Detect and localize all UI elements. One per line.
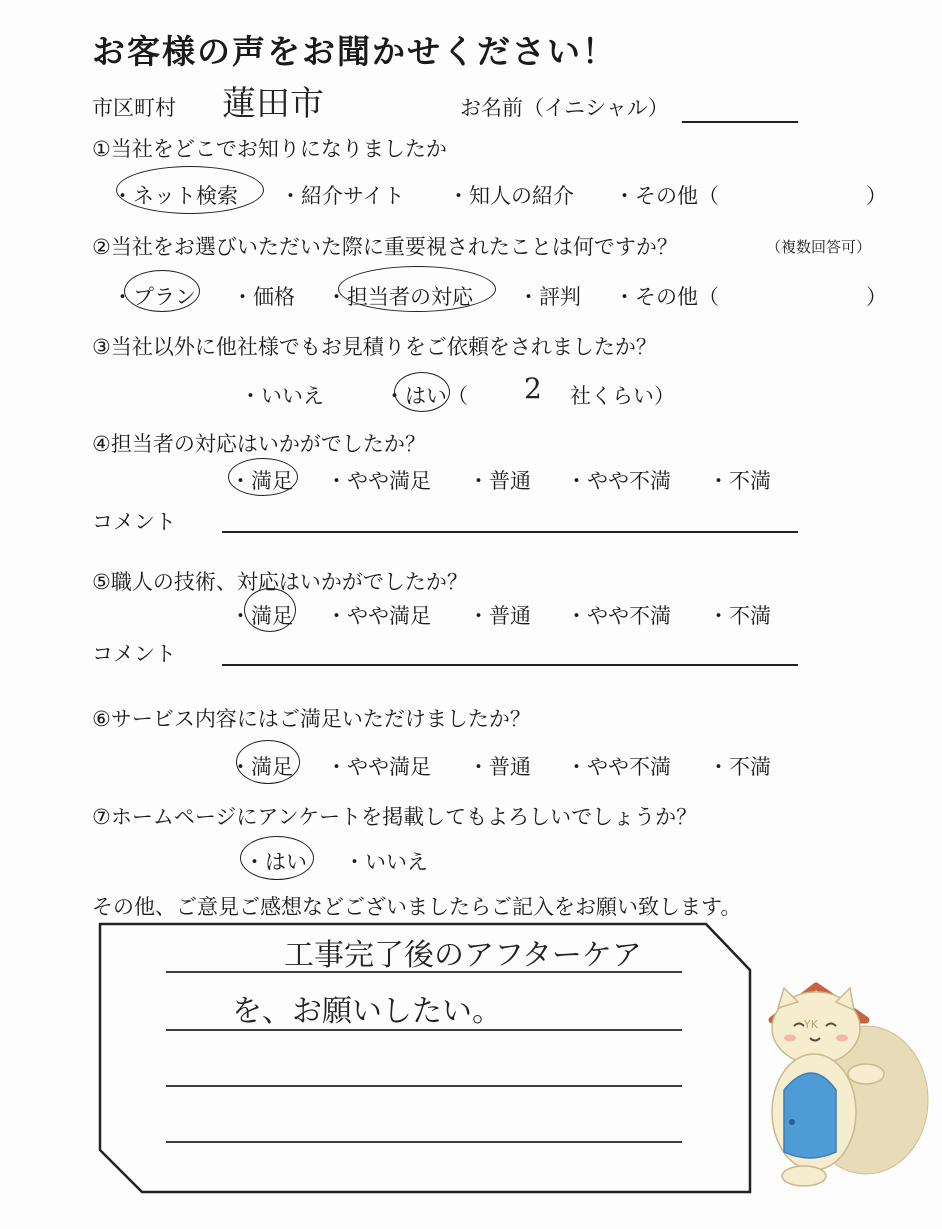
q5-comment-line[interactable] — [222, 664, 798, 666]
q4-option-dissatisfied[interactable]: ・不満 — [708, 469, 771, 493]
city-value[interactable]: 蓮田市 — [222, 84, 324, 124]
question-6: ⑥サービス内容にはご満足いただけましたか？ — [92, 707, 531, 731]
q1-option-acquaintance[interactable]: ・知人の紹介 — [448, 184, 574, 208]
q4-option-satisfied[interactable]: ・満足 — [230, 469, 293, 493]
q2-option-staff-response[interactable]: ・担当者の対応 — [326, 285, 473, 309]
other-prompt: その他、ご意見ご感想などございましたらご記入をお願い致します。 — [92, 895, 742, 919]
q5-option-satisfied[interactable]: ・満足 — [230, 604, 293, 628]
q2-note: （複数回答可） — [766, 238, 872, 256]
question-4: ④担当者の対応はいかがでしたか？ — [92, 432, 426, 456]
question-1: ①当社をどこでお知りになりましたか — [92, 137, 447, 161]
q2-option-reputation[interactable]: ・評判 — [518, 285, 581, 309]
q3-selected-circle — [394, 372, 450, 412]
q7-option-yes[interactable]: ・はい — [244, 850, 307, 874]
q5-option-dissatisfied[interactable]: ・不満 — [708, 604, 771, 628]
comment-line-1: 工事完了後のアフターケア — [284, 938, 642, 973]
q5-option-somewhat-dissatisfied[interactable]: ・やや不満 — [566, 604, 671, 628]
question-5: ⑤職人の技術、対応はいかがでしたか？ — [92, 570, 468, 594]
q2-other-close: ） — [866, 285, 887, 309]
q4-comment-line[interactable] — [222, 531, 798, 533]
q5-comment-label: コメント — [92, 642, 176, 666]
page-title: お客様の声をお聞かせください！ — [92, 32, 617, 71]
name-field-line[interactable] — [682, 121, 798, 123]
city-label: 市区町村 — [92, 96, 176, 120]
q4-option-somewhat-dissatisfied[interactable]: ・やや不満 — [566, 469, 671, 493]
question-7: ⑦ホームページにアンケートを掲載してもよろしいでしょうか？ — [92, 805, 698, 829]
q2-option-price[interactable]: ・価格 — [232, 285, 295, 309]
question-2: ②当社をお選びいただいた際に重要視されたことは何ですか？ — [92, 235, 678, 259]
q6-selected-circle — [236, 740, 300, 784]
q7-option-no[interactable]: ・いいえ — [344, 850, 428, 874]
q6-option-neutral[interactable]: ・普通 — [468, 755, 531, 779]
q2-selected-circle-staff — [338, 266, 496, 312]
name-label: お名前（イニシャル） — [460, 96, 669, 120]
q4-option-neutral[interactable]: ・普通 — [468, 469, 531, 493]
q5-option-neutral[interactable]: ・普通 — [468, 604, 531, 628]
q7-selected-circle — [240, 836, 314, 880]
mascot-roof-text: YK — [804, 1018, 818, 1031]
q4-option-somewhat-satisfied[interactable]: ・やや満足 — [326, 469, 431, 493]
q2-selected-circle-plan — [124, 270, 200, 312]
q6-option-dissatisfied[interactable]: ・不満 — [708, 755, 771, 779]
q1-option-net-search[interactable]: ・ネット検索 — [112, 184, 238, 208]
q5-option-somewhat-satisfied[interactable]: ・やや満足 — [326, 604, 431, 628]
q6-option-somewhat-dissatisfied[interactable]: ・やや不満 — [566, 755, 671, 779]
q5-selected-circle — [244, 588, 296, 632]
mascot-illustration — [754, 980, 934, 1190]
question-3: ③当社以外に他社様でもお見積りをご依頼をされましたか？ — [92, 335, 657, 359]
q3-count-suffix: 社くらい） — [570, 384, 675, 408]
q3-option-yes[interactable]: ・はい（ — [384, 384, 468, 408]
q4-selected-circle — [228, 458, 298, 496]
q1-option-referral-site[interactable]: ・紹介サイト — [280, 184, 405, 208]
q1-option-other[interactable]: ・その他（ — [614, 184, 719, 208]
q1-other-close: ） — [866, 184, 887, 208]
q6-option-somewhat-satisfied[interactable]: ・やや満足 — [326, 755, 431, 779]
q2-option-other[interactable]: ・その他（ — [614, 285, 719, 309]
q6-option-satisfied[interactable]: ・満足 — [230, 755, 293, 779]
q4-comment-label: コメント — [92, 510, 176, 534]
q2-option-plan[interactable]: ・プラン — [112, 285, 196, 309]
comment-line-2: を、お願いしたい。 — [232, 994, 502, 1029]
q3-option-no[interactable]: ・いいえ — [240, 384, 324, 408]
q3-count-value[interactable]: 2 — [524, 372, 542, 405]
q1-selected-circle — [116, 166, 264, 214]
